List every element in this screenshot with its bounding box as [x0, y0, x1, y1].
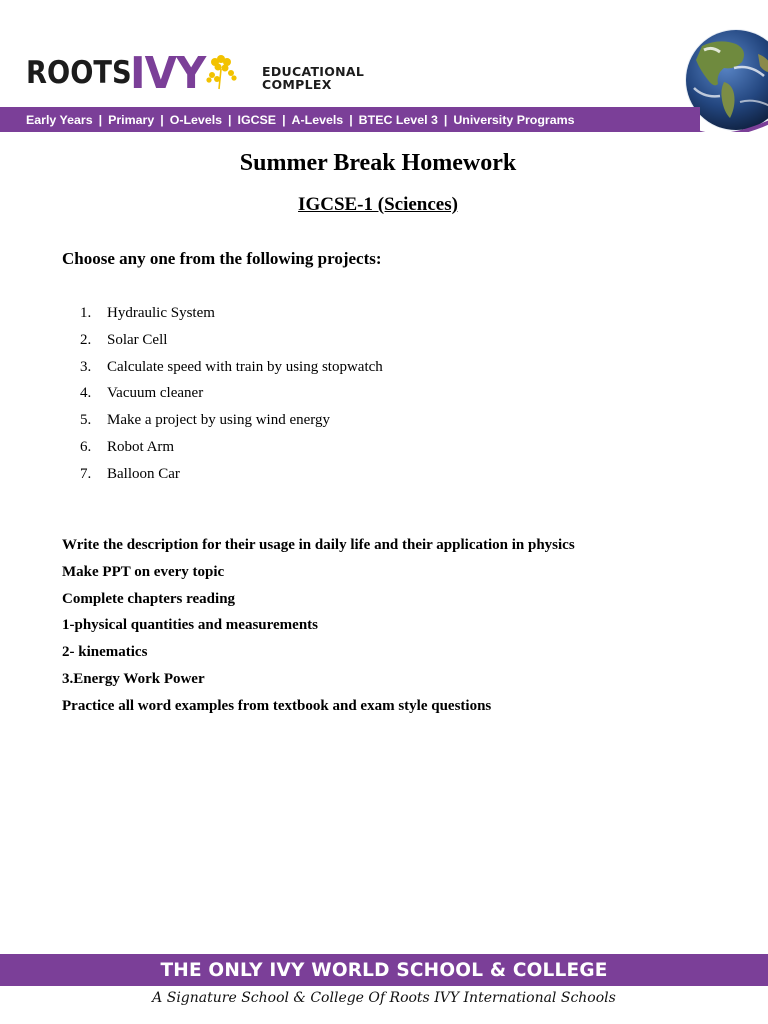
list-item — [80, 383, 383, 410]
document-title: Summer Break Homework — [239, 150, 517, 176]
list-item — [80, 357, 383, 384]
nav-item-btec: BTEC Level 3 — [358, 112, 438, 127]
letterhead — [0, 0, 768, 140]
list-item — [80, 410, 383, 437]
nav-separator: | — [98, 112, 103, 127]
list-item — [80, 330, 383, 357]
project-list — [80, 303, 383, 491]
footer-tagline: A Signature School & College Of Roots IVY International Schools — [152, 990, 616, 1006]
task-item: Make PPT on every topic — [62, 563, 225, 580]
list-number: 6. — [80, 438, 92, 455]
nav-separator: | — [282, 112, 286, 127]
list-text: Robot Arm — [107, 438, 175, 455]
nav-separator: | — [228, 112, 232, 127]
document-subtitle: IGCSE-1 (Sciences) — [298, 194, 458, 215]
list-text: Hydraulic System — [107, 305, 215, 321]
list-number: 5. — [80, 412, 92, 429]
logo-ivy-text: IVY — [130, 47, 206, 99]
list-text: Calculate speed with train by using stopwatch — [107, 358, 383, 375]
logo-subtitle — [262, 65, 364, 91]
list-item — [80, 437, 383, 464]
list-item — [80, 464, 383, 491]
list-text: Balloon Car — [107, 465, 180, 482]
logo-roots-text: ROOTS — [26, 55, 132, 91]
instruction-text: Choose any one from the following projects: — [62, 249, 382, 268]
nav-separator: | — [443, 112, 448, 127]
list-text: Make a project by using wind energy — [107, 412, 331, 429]
list-number: 7. — [80, 465, 92, 482]
nav-item-o-levels: O-Levels — [169, 112, 223, 127]
logo-line-educational: EDUCATIONAL — [262, 64, 365, 79]
list-text: Solar Cell — [107, 331, 168, 348]
nav-item-university: University Programs — [453, 112, 575, 127]
task-item: 1-physical quantities and measurements — [62, 617, 318, 634]
list-text: Vacuum cleaner — [107, 385, 204, 402]
task-item: Complete chapters reading — [62, 590, 236, 607]
nav-item-igcse: IGCSE — [237, 112, 277, 127]
task-item: 2- kinematics — [62, 644, 148, 661]
task-item: 3.Energy Work Power — [62, 670, 205, 687]
logo-line-complex: COMPLEX — [262, 77, 332, 92]
program-nav-bar — [0, 107, 700, 132]
nav-separator: | — [160, 112, 164, 127]
nav-item-a-levels: A-Levels — [291, 112, 344, 127]
list-number: 2. — [80, 331, 92, 348]
task-item: Write the description for their usage in daily life and their application in physics — [62, 537, 575, 553]
task-list — [62, 535, 575, 723]
nav-item-primary: Primary — [108, 112, 155, 127]
list-number: 3. — [80, 358, 92, 375]
task-item: Practice all word examples from textbook and exam style questions — [62, 697, 492, 714]
list-number: 1. — [80, 305, 92, 321]
list-item — [80, 303, 383, 330]
school-logo — [26, 47, 239, 99]
list-number: 4. — [80, 385, 92, 402]
flower-logo-icon — [203, 51, 239, 91]
nav-item-early-years: Early Years — [26, 112, 93, 127]
nav-separator: | — [349, 112, 353, 127]
footer-banner-text: THE ONLY IVY WORLD SCHOOL & COLLEGE — [160, 959, 608, 981]
footer-banner — [0, 954, 768, 986]
